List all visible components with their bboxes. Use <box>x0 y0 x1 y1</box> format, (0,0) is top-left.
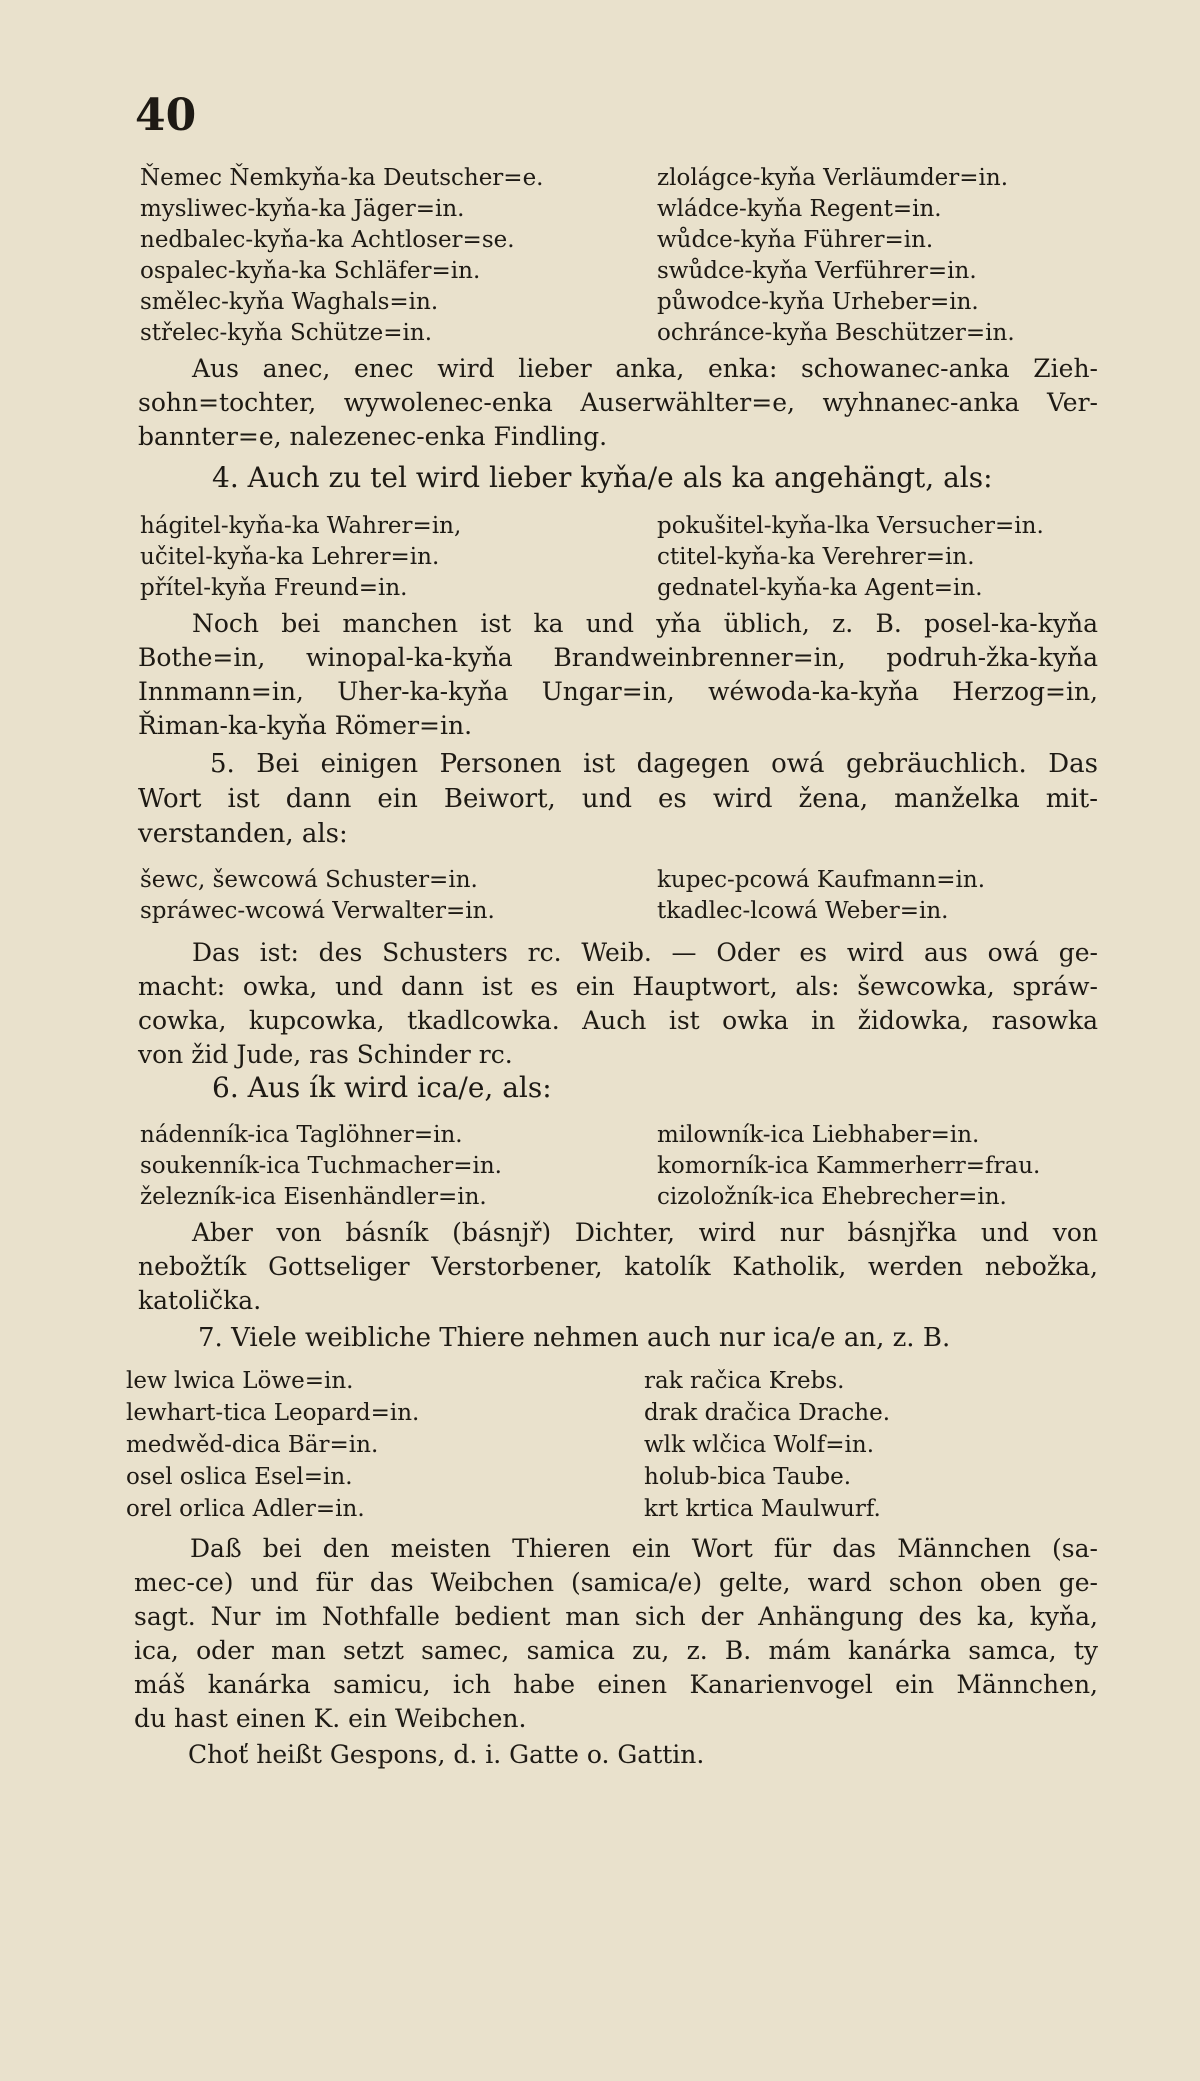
section-heading: 7. Viele weibliche Thiere nehmen auch nur ica/e an, z. B. <box>198 1323 951 1353</box>
list-entry: smělec-kyňa Waghals=in. <box>140 289 439 315</box>
list-entry: swůdce-kyňa Verführer=in. <box>657 258 977 284</box>
text-line: sohn=tochter, wywolenec-enka Auserwählter=e, wyhnanec-anka Ver- <box>138 388 1098 417</box>
list-entry: Ňemec Ňemkyňa-ka Deutscher=e. <box>140 165 544 191</box>
list-entry: cizoložník-ica Ehebrecher=in. <box>657 1184 1007 1210</box>
list-entry: ctitel-kyňa-ka Verehrer=in. <box>657 544 975 570</box>
text-line: cowka, kupcowka, tkadlcowka. Auch ist owka in židowka, rasowka <box>138 1006 1098 1035</box>
text-line: Noch bei manchen ist ka und yňa üblich, z. B. posel-ka-kyňa <box>192 609 1098 638</box>
text-line: macht: owka, und dann ist es ein Hauptwort, als: šewcowka, spráw- <box>138 972 1098 1001</box>
paragraph <box>138 936 1098 1072</box>
text-line: katolička. <box>138 1286 262 1315</box>
text-line: Innmann=in, Uher-ka-kyňa Ungar=in, wéwoda-ka-kyňa Herzog=in, <box>138 677 1098 706</box>
page-number: 40 <box>135 90 197 141</box>
list-entry: půwodce-kyňa Urheber=in. <box>657 289 979 315</box>
text-line: mec-ce) und für das Weibchen (samica/e) gelte, ward schon oben ge- <box>134 1568 1098 1597</box>
list-entry: ochránce-kyňa Beschützer=in. <box>657 320 1015 346</box>
list-entry: lew lwica Löwe=in. <box>126 1368 354 1394</box>
section-heading: 4. Auch zu tel wird lieber kyňa/e als ka angehängt, als: <box>212 461 993 494</box>
list-entry: wůdce-kyňa Führer=in. <box>657 227 934 253</box>
list-entry: drak dračica Drache. <box>644 1400 891 1426</box>
text-line: Das ist: des Schusters rc. Weib. — Oder es wird aus owá ge- <box>192 938 1098 967</box>
text-line: von žid Jude, ras Schinder rc. <box>138 1040 513 1069</box>
list-entry: železník-ica Eisenhändler=in. <box>140 1184 487 1210</box>
list-entry: šewc, šewcowá Schuster=in. <box>140 867 478 893</box>
list-entry: nedbalec-kyňa-ka Achtloser=se. <box>140 227 515 253</box>
list-entry: zlolágce-kyňa Verläumder=in. <box>657 165 1009 191</box>
list-entry: krt krtica Maulwurf. <box>644 1496 881 1522</box>
list-entry: holub-bica Taube. <box>644 1464 852 1490</box>
list-entry: spráwec-wcowá Verwalter=in. <box>140 898 495 924</box>
list-entry: gednatel-kyňa-ka Agent=in. <box>657 575 983 601</box>
paragraph <box>138 352 1098 454</box>
text-line: Daß bei den meisten Thieren ein Wort für das Männchen (sa- <box>190 1534 1098 1563</box>
list-entry: rak račica Krebs. <box>644 1368 845 1394</box>
text-line: Řiman-ka-kyňa Römer=in. <box>138 711 473 740</box>
paragraph <box>138 607 1098 743</box>
text-line: ica, oder man setzt samec, samica zu, z. B. mám kanárka samca, ty <box>134 1636 1098 1665</box>
text-line: du hast einen K. ein Weibchen. <box>134 1704 527 1733</box>
list-entry: tkadlec-lcowá Weber=in. <box>657 898 949 924</box>
paragraph <box>138 1216 1098 1318</box>
list-entry: pokušitel-kyňa-lka Versucher=in. <box>657 513 1044 539</box>
list-entry: lewhart-tica Leopard=in. <box>126 1400 420 1426</box>
section-heading: 6. Aus ík wird ica/e, als: <box>212 1071 552 1104</box>
list-entry: orel orlica Adler=in. <box>126 1496 365 1522</box>
paragraph <box>134 1532 1098 1736</box>
text-line: máš kanárka samicu, ich habe einen Kanarienvogel ein Männchen, <box>134 1670 1098 1699</box>
list-entry: střelec-kyňa Schütze=in. <box>140 320 433 346</box>
list-entry: kupec-pcowá Kaufmann=in. <box>657 867 986 893</box>
list-entry: hágitel-kyňa-ka Wahrer=in, <box>140 513 462 539</box>
paragraph <box>138 747 1098 852</box>
text-line: bannter=e, nalezenec-enka Findling. <box>138 422 608 451</box>
list-entry: medwěd-dica Bär=in. <box>126 1432 379 1458</box>
text-line: 5. Bei einigen Personen ist dagegen owá gebräuchlich. Das <box>210 749 1098 779</box>
text-line: Aber von básník (básnjř) Dichter, wird nur básnjřka und von <box>192 1218 1098 1247</box>
text-line: verstanden, als: <box>138 819 348 849</box>
paragraph <box>188 1738 1088 1772</box>
list-entry: mysliwec-kyňa-ka Jäger=in. <box>140 196 465 222</box>
list-entry: komorník-ica Kammerherr=frau. <box>657 1153 1041 1179</box>
list-entry: přítel-kyňa Freund=in. <box>140 575 408 601</box>
list-entry: ospalec-kyňa-ka Schläfer=in. <box>140 258 481 284</box>
list-entry: osel oslica Esel=in. <box>126 1464 353 1490</box>
text-line: nebožtík Gottseliger Verstorbener, katolík Katholik, werden nebožka, <box>138 1252 1098 1281</box>
list-entry: nádenník-ica Taglöhner=in. <box>140 1122 463 1148</box>
text-line: Bothe=in, winopal-ka-kyňa Brandweinbrenner=in, podruh-žka-kyňa <box>138 643 1098 672</box>
text-line: Aus anec, enec wird lieber anka, enka: schowanec-anka Zieh- <box>192 354 1098 383</box>
list-entry: milowník-ica Liebhaber=in. <box>657 1122 980 1148</box>
list-entry: wlk wlčica Wolf=in. <box>644 1432 875 1458</box>
text-line: sagt. Nur im Nothfalle bedient man sich der Anhängung des ka, kyňa, <box>134 1602 1098 1631</box>
text-line: Choť heißt Gespons, d. i. Gatte o. Gattin. <box>188 1740 705 1769</box>
text-line: Wort ist dann ein Beiwort, und es wird žena, manželka mit- <box>138 784 1098 814</box>
list-entry: učitel-kyňa-ka Lehrer=in. <box>140 544 440 570</box>
list-entry: wládce-kyňa Regent=in. <box>657 196 942 222</box>
list-entry: soukenník-ica Tuchmacher=in. <box>140 1153 502 1179</box>
